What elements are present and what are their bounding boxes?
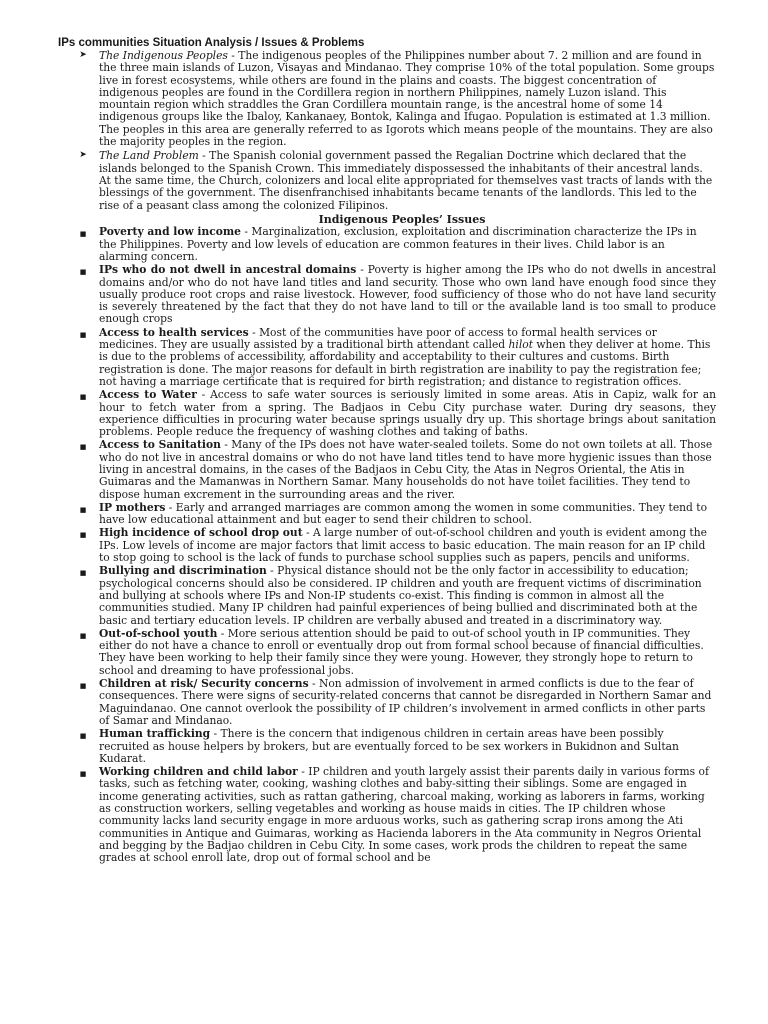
item-term: High incidence of school drop out: [99, 526, 303, 540]
list-item: [58, 628, 716, 677]
item-text: - Early and arranged marriages are common among the women in some communities. They tend to have low educational attainment and but eager to send their children to school.: [99, 500, 708, 527]
list-item: [58, 565, 716, 626]
item-term: Access to Sanitation: [99, 438, 221, 452]
square-bullet-icon: ■: [79, 732, 87, 741]
square-bullet-icon: ■: [79, 268, 87, 277]
arrow-bullet-icon: ➤: [79, 150, 87, 161]
list-item: [58, 327, 716, 388]
document-title: IPs communities Situation Analysis / Issues & Problems: [58, 37, 365, 49]
item-term: The Land Problem: [99, 149, 199, 163]
list-item: [58, 678, 716, 727]
item-term: Children at risk/ Security concerns: [99, 677, 309, 691]
item-italic-word: hilot: [508, 338, 533, 352]
item-text: - More serious attention should be paid to out-of school youth in IP communities. They either do not have a chance to enroll or eventually drop out from formal school because of financial difficulties. They have been working to help their family since they were young. However, they strongly hope to return to school and dreaming to have professional jobs.: [99, 626, 704, 677]
list-item: [58, 50, 716, 148]
item-term: Access to Water: [99, 388, 197, 402]
square-bullet-icon: ■: [79, 531, 87, 540]
item-text: - IP children and youth largely assist their parents daily in various forms of tasks, such as fetching water, cooking, washing clothes and baby-sitting their siblings. Some are engaged in income generating activities, such as rattan gathering, charcoal making, working as laborers in farms, working as construction workers, selling vegetables and working as house maids in cities. The IP children whose community lacks land security engage in more arduous works, such as gathering scrap irons among the Ati communities in Antique and Guimaras, working as Hacienda laborers in the Ata community in Negros Oriental and begging by the Badjao children in Cebu City. In some cases, work prods the children to repeat the same grades at school enroll late, drop out of formal school and be: [99, 765, 709, 865]
square-bullet-icon: ■: [79, 230, 87, 239]
square-bullet-icon: ■: [79, 770, 87, 779]
square-bullet-icon: ■: [79, 569, 87, 578]
list-item: [58, 766, 716, 864]
item-text: - Access to safe water sources is seriously limited in some areas. Atis in Capiz, walk for an hour to fetch water from a spring. The Badjaos in Cebu City purchase water. During dry seasons, they experience difficulties in procuring water because springs usually dry up. This shortage brings about sanitation problems. People reduce the frequency of washing clothes and taking of baths.: [99, 388, 716, 439]
item-term: Out-of-school youth: [99, 626, 218, 640]
item-term: IP mothers: [99, 500, 166, 514]
square-bullet-icon: ■: [79, 443, 87, 452]
item-term: Access to health services: [99, 325, 249, 339]
item-text: - The Spanish colonial government passed the Regalian Doctrine which declared that the islands belonged to the Spanish Crown. This immediately dispossessed the inhabitants of their ancestral lands. At the same time, the Church, colonizers and local elite appropriated for themselves vast tracts of lands with the blessings of the government. The disenfranchised inhabitants became tenants of the landlords. This led to the rise of a peasant class among the colonized Filipinos.: [99, 149, 713, 212]
item-text: - Many of the IPs does not have water-sealed toilets. Some do not own toilets at all. Those who do not live in ancestral domains or who do not have land titles tend to have more hygienic issues than those living in ancestral domains, in the cases of the Badjaos in Cebu City, the Atas in Negros Oriental, the Atis in Guimaras and the Mamanwas in Northern Samar. Many households do not have toilet facilities. They tend to dispose human excrement in the surrounding areas and the river.: [99, 438, 713, 501]
item-term: Poverty and low income: [99, 225, 241, 239]
item-term: Bullying and discrimination: [99, 564, 267, 578]
item-text: - The indigenous peoples of the Philippines number about 7. 2 million and are found in the three main islands of Luzon, Visayas and Mindanao. They comprise 10% of the total population. Some groups live in forest ecosystems, while others are found in the plains and coasts. The biggest concentration of indigenous peoples are found in the Cordillera region in northern Philippines, namely Luzon island. This mountain region which straddles the Gran Cordillera mountain range, is the ancestral home of some 14 indigenous groups like the Ibaloy, Kankanaey, Bontok, Kalinga and Ifugao. Population is estimated at 1.3 million. The peoples in this area are generally referred to as Igorots which means people of the mountains. They are also the majority peoples in the region.: [99, 49, 715, 149]
list-item: [58, 439, 716, 500]
issues-list: [58, 226, 716, 864]
square-bullet-icon: ■: [79, 330, 87, 339]
arrow-bullet-icon: ➤: [79, 50, 87, 60]
list-item: [58, 264, 716, 325]
item-text: - Physical distance should not be the only factor in accessibility to education; psychological concerns should also be considered. IP children and youth are frequent victims of discrimination and bullying at schools where IPs and Non-IP students co-exist. This finding is common in almost all the communities studied. Many IP children had painful experiences of being bullied and discriminated both at the basic and tertiary education levels. IP children are verbally abused and treated in a discriminatory way.: [99, 564, 702, 627]
item-text: - Most of the communities have poor of access to formal health services or medicines. They are usually assisted by a traditional birth attendant called: [99, 325, 657, 352]
item-text: - There is the concern that indigenous children in certain areas have been possibly recruited as house helpers by brokers, but are eventually forced to be sex workers in Bukidnon and Sultan Kudarat.: [99, 727, 679, 765]
square-bullet-icon: ■: [79, 682, 87, 691]
item-term: Human trafficking: [99, 727, 211, 741]
item-term: Working children and child labor: [99, 765, 298, 779]
list-item: [58, 728, 716, 765]
square-bullet-icon: ■: [79, 631, 87, 640]
list-item: [58, 150, 716, 211]
item-text: - Non admission of involvement in armed conflicts is due to the fear of consequences. There were signs of security-related concerns that cannot be disregarded in Northern Samar and Maguindanao. One cannot overlook the possibility of IP children’s involvement in armed conflicts in other parts of Samar and Mindanao.: [99, 677, 712, 727]
item-term: The Indigenous Peoples: [99, 49, 228, 62]
item-text: - Poverty is higher among the IPs who do not dwells in ancestral domains and/or who do not have land titles and land security. Those who own land have enough food since they usually produce root crops and raise livestock. However, food sufficiency of those who do not have land security is severely threatened by the fact that they do not have land to till or the available land is too small to produce enough crops: [99, 263, 716, 326]
square-bullet-icon: ■: [79, 505, 87, 514]
list-item: [58, 226, 716, 263]
item-text: - Marginalization, exclusion, exploitation and discrimination characterize the IPs in the Philippines. Poverty and low levels of education are common features in their lives. Child labor is an alarming concern.: [99, 225, 697, 263]
list-item: [58, 527, 716, 564]
intro-list: [58, 50, 716, 212]
item-text-continued: when they deliver at home. This is due to the problems of accessibility, affordability and acceptability to their cultures and customs. Birth registration is done. The major reasons for default in birth registration are inability to pay the registration fee; not having a marriage certificate that is required for birth registration; and distance to registration offices.: [99, 338, 711, 388]
item-text: - A large number of out-of-school children and youth is evident among the IPs. Low levels of income are major factors that limit access to basic education. The main reason for an IP child to stop going to school is the lack of funds to purchase school supplies such as papers, pencils and uniforms.: [99, 526, 707, 565]
item-term: IPs who do not dwell in ancestral domains: [99, 263, 357, 277]
list-item: [58, 502, 716, 527]
list-item: [58, 389, 716, 438]
square-bullet-icon: ■: [79, 393, 87, 402]
section-heading: Indigenous Peoples’ Issues: [318, 212, 486, 226]
